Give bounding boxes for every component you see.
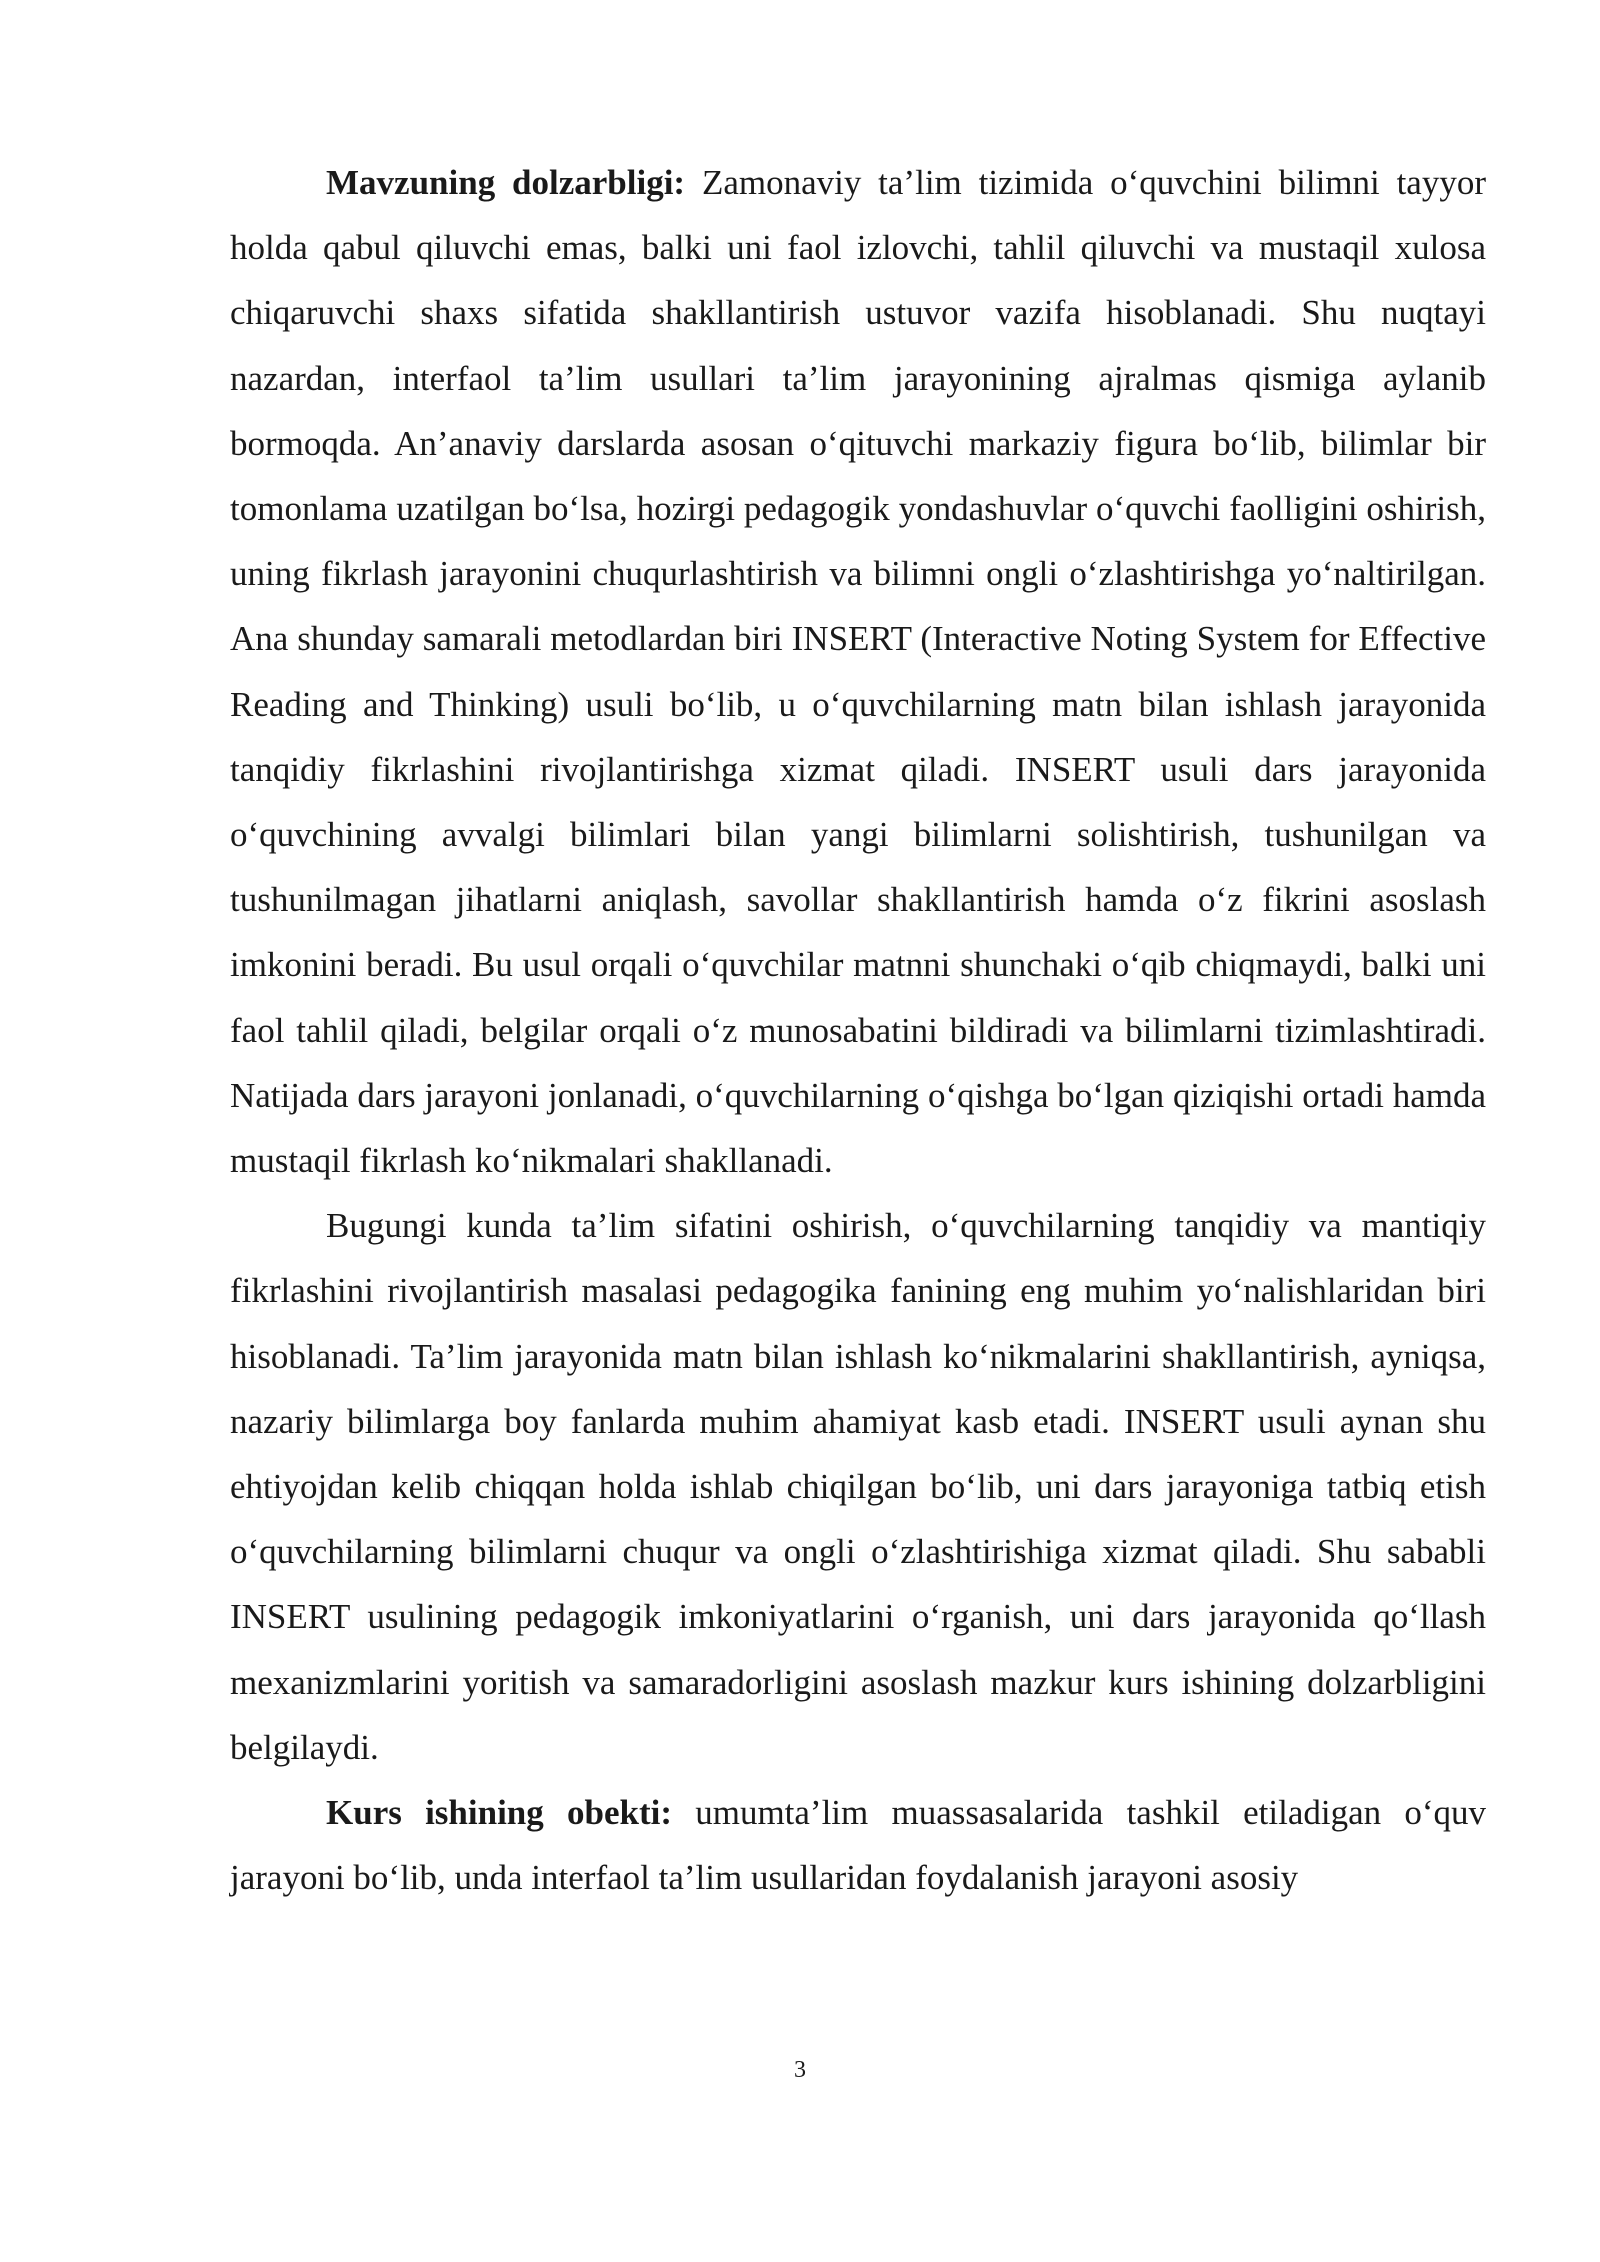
paragraph-heading: Mavzuning dolzarbligi: xyxy=(326,163,686,202)
paragraph-relevance xyxy=(230,150,1486,1193)
paragraph-text: umumta’lim muassasalarida tashkil etiladigan o‘quv jarayoni bo‘lib, unda interfaol ta’lim usullaridan foydalanish jarayoni asosiy xyxy=(230,1793,1486,1898)
page-number: 3 xyxy=(794,2057,806,2083)
paragraph-heading: Kurs ishining obekti: xyxy=(326,1793,672,1833)
paragraph-text: Bugungi kunda ta’lim sifatini oshirish, o‘quvchilarning tanqidiy va mantiqiy fikrlashini rivojlantirish masalasi pedagogika fanining eng muhim yo‘nalishlaridan biri hisoblanadi. Ta’lim jarayonida matn bilan ishlash ko‘nikmalarini shakllantirish, ayniqsa, nazariy bilimlarga boy fanlarda muhim ahamiyat kasb etadi. INSERT usuli aynan shu ehtiyojdan kelib chiqqan holda ishlab chiqilgan bo‘lib, uni dars jarayoniga tatbiq etish o‘quvchilarning bilimlarni chuqur va ongli o‘zlashtirishiga xizmat qiladi. Shu sababli INSERT usulining pedagogik imkoniyatlarini o‘rganish, uni dars jarayonida qo‘llash mexanizmlarini yoritish va samaradorligini asoslash mazkur kurs ishining dolzarbligini belgilaydi. xyxy=(230,1206,1486,1767)
document-page xyxy=(230,150,1486,1910)
paragraph-text: Zamonaviy ta’lim tizimida o‘quvchini bilimni tayyor holda qabul qiluvchi emas, balki uni faol izlovchi, tahlil qiluvchi va mustaqil xulosa chiqaruvchi shaxs sifatida shakllantirish ustuvor vazifa hisoblanadi. Shu nuqtayi nazardan, interfaol ta’lim usullari ta’lim jarayonining ajralmas qismiga aylanib bormoqda. An’anaviy darslarda asosan o‘qituvchi markaziy figura bo‘lib, bilimlar bir tomonlama uzatilgan bo‘lsa, hozirgi pedagogik yondashuvlar o‘quvchi faolligini oshirish, uning fikrlash jarayonini chuqurlashtirish va bilimni ongli o‘zlashtirishga yo‘naltirilgan. Ana shunday samarali metodlardan biri INSERT (Interactive Noting System for Effective Reading and Thinking) usuli bo‘lib, u o‘quvchilarning matn bilan ishlash jarayonida tanqidiy fikrlashini rivojlantirishga xizmat qiladi. INSERT usuli dars jarayonida o‘quvchining avvalgi bilimlari bilan yangi bilimlarni solishtirish, tushunilgan va tushunilmagan jihatlarni aniqlash, savollar shakllantirish hamda o‘z fikrini asoslash imkonini beradi. Bu usul orqali o‘quvchilar matnni shunchaki o‘qib chiqmaydi, balki uni faol tahlil qiladi, belgilar orqali o‘z munosabatini bildiradi va bilimlarni tizimlashtiradi. Natijada dars jarayoni jonlanadi, o‘quvchilarning o‘qishga bo‘lgan qiziqishi ortadi hamda mustaqil fikrlash ko‘nikmalari shakllanadi. xyxy=(230,163,1486,1181)
paragraph-object xyxy=(230,1780,1486,1910)
paragraph-body xyxy=(230,1193,1486,1780)
